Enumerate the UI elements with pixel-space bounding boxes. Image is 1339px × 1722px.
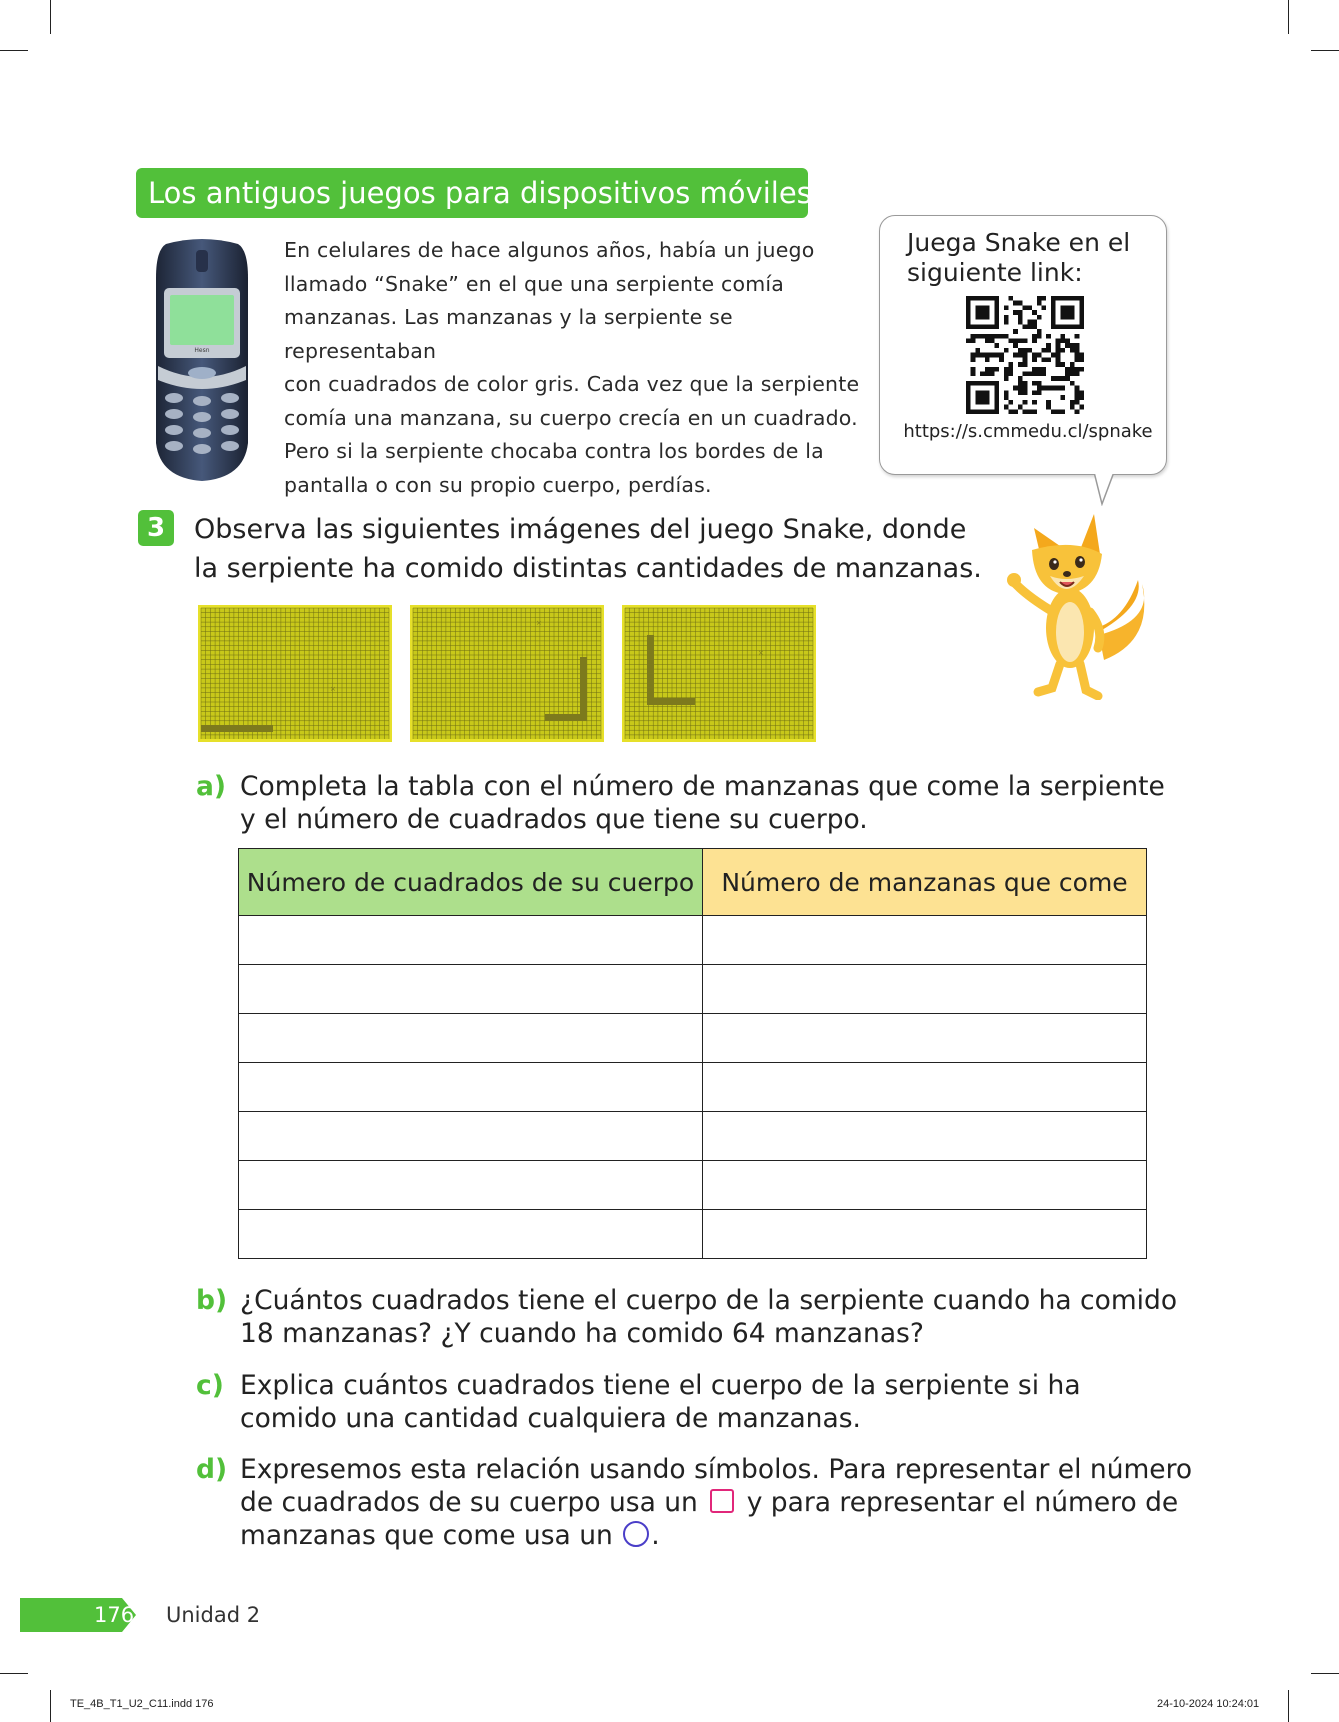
fox-mascot — [1004, 510, 1146, 700]
crop-mark — [1288, 0, 1289, 34]
phone-illustration — [152, 238, 252, 482]
subquestion-c: c) Explica cuántos cuadrados tiene el cuerpo de la serpiente si ha comido una cantidad cualquiera de manzanas. — [196, 1370, 1081, 1434]
bubble-tail — [1092, 472, 1116, 506]
print-date: 24-10-2024 10:24:01 — [1157, 1698, 1260, 1710]
answer-cell[interactable] — [239, 965, 703, 1014]
answer-cell[interactable] — [703, 1063, 1147, 1112]
subquestion-a: a) Completa la tabla con el número de manzanas que come la serpiente y el número de cuadrados que tiene su cuerpo. — [196, 771, 1165, 835]
intro-paragraph — [284, 234, 874, 502]
answer-cell[interactable] — [703, 1014, 1147, 1063]
table-row — [239, 1112, 1147, 1161]
intro-line: manzanas. Las manzanas y la serpiente se representaban — [284, 305, 733, 363]
subquestion-d: d) Expresemos esta relación usando símbolos. Para representar el número de cuadrados de su cuerpo usa un y para representar el número de manzanas que come usa un . — [196, 1454, 1193, 1551]
unit-label: Unidad 2 — [166, 1603, 261, 1627]
section-title: Los antiguos juegos para dispositivos móviles — [136, 168, 808, 218]
answer-cell[interactable] — [239, 1210, 703, 1259]
question-text: Observa las siguientes imágenes del juego Snake, donde la serpiente ha comido distintas cantidades de manzanas. — [194, 514, 982, 584]
subquestion-label: b) — [196, 1285, 228, 1316]
crop-mark — [1311, 50, 1339, 51]
answer-cell[interactable] — [239, 916, 703, 965]
intro-line: llamado “Snake” en el que una serpiente comía — [284, 271, 785, 296]
answer-cell[interactable] — [703, 1161, 1147, 1210]
answer-cell[interactable] — [239, 1014, 703, 1063]
intro-line: pantalla o con su propio cuerpo, perdías. — [284, 472, 712, 497]
snake-body — [545, 714, 587, 721]
snake-screen-2 — [410, 605, 604, 742]
intro-line: con cuadrados de color gris. Cada vez que la serpiente — [284, 372, 860, 396]
qr-code[interactable] — [966, 296, 1084, 414]
subquestion-label: a) — [196, 771, 226, 802]
answer-table — [238, 848, 1147, 1259]
snake-screen-1 — [198, 605, 392, 742]
bubble-title: Juega Snake en el siguiente link: — [907, 228, 1131, 287]
subquestion-label: d) — [196, 1454, 228, 1485]
circle-symbol-icon — [623, 1521, 649, 1547]
snake-link[interactable]: https://s.cmmedu.cl/spnake — [903, 421, 1153, 442]
phone-brand: Hesn — [194, 347, 210, 354]
table-row — [239, 1210, 1147, 1259]
snake-grid — [201, 608, 389, 739]
question-number: 3 — [138, 510, 174, 546]
answer-cell[interactable] — [239, 1161, 703, 1210]
subquestion-b: b) ¿Cuántos cuadrados tiene el cuerpo de la serpiente cuando ha comido 18 manzanas? ¿Y cuando ha comido 64 manzanas? — [196, 1285, 1178, 1349]
subquestion-label: c) — [196, 1370, 224, 1401]
table-row — [239, 1014, 1147, 1063]
answer-cell[interactable] — [703, 916, 1147, 965]
column-header-apples: Número de manzanas que come — [703, 849, 1147, 916]
speech-bubble — [879, 215, 1167, 475]
table-row — [239, 965, 1147, 1014]
crop-mark — [0, 50, 28, 51]
answer-cell[interactable] — [703, 1210, 1147, 1259]
snake-body — [647, 698, 695, 705]
snake-body — [201, 725, 273, 732]
print-file-info: TE_4B_T1_U2_C11.indd 176 — [70, 1698, 214, 1710]
square-symbol-icon — [710, 1489, 734, 1513]
table-row — [239, 1161, 1147, 1210]
snake-body — [580, 657, 587, 721]
intro-line: En celulares de hace algunos años, había un juego — [284, 238, 815, 262]
apple-marker: × — [758, 649, 764, 657]
intro-line: comía una manzana, su cuerpo crecía en un cuadrado. — [284, 405, 858, 430]
apple-marker: × — [330, 685, 336, 693]
table-row — [239, 916, 1147, 965]
column-header-squares: Número de cuadrados de su cuerpo — [239, 849, 703, 916]
page-number: 176 — [94, 1603, 135, 1627]
answer-cell[interactable] — [703, 1112, 1147, 1161]
crop-mark — [1311, 1673, 1339, 1674]
table-row — [239, 1063, 1147, 1112]
answer-cell[interactable] — [239, 1112, 703, 1161]
snake-body — [647, 635, 654, 705]
crop-mark — [50, 1690, 51, 1722]
answer-cell[interactable] — [703, 965, 1147, 1014]
table-header-row — [239, 849, 1147, 916]
intro-line: Pero si la serpiente chocaba contra los bordes de la — [284, 439, 824, 463]
crop-mark — [50, 0, 51, 34]
crop-mark — [1288, 1690, 1289, 1722]
answer-cell[interactable] — [239, 1063, 703, 1112]
snake-screen-3 — [622, 605, 816, 742]
apple-marker: × — [536, 619, 542, 627]
crop-mark — [0, 1673, 28, 1674]
